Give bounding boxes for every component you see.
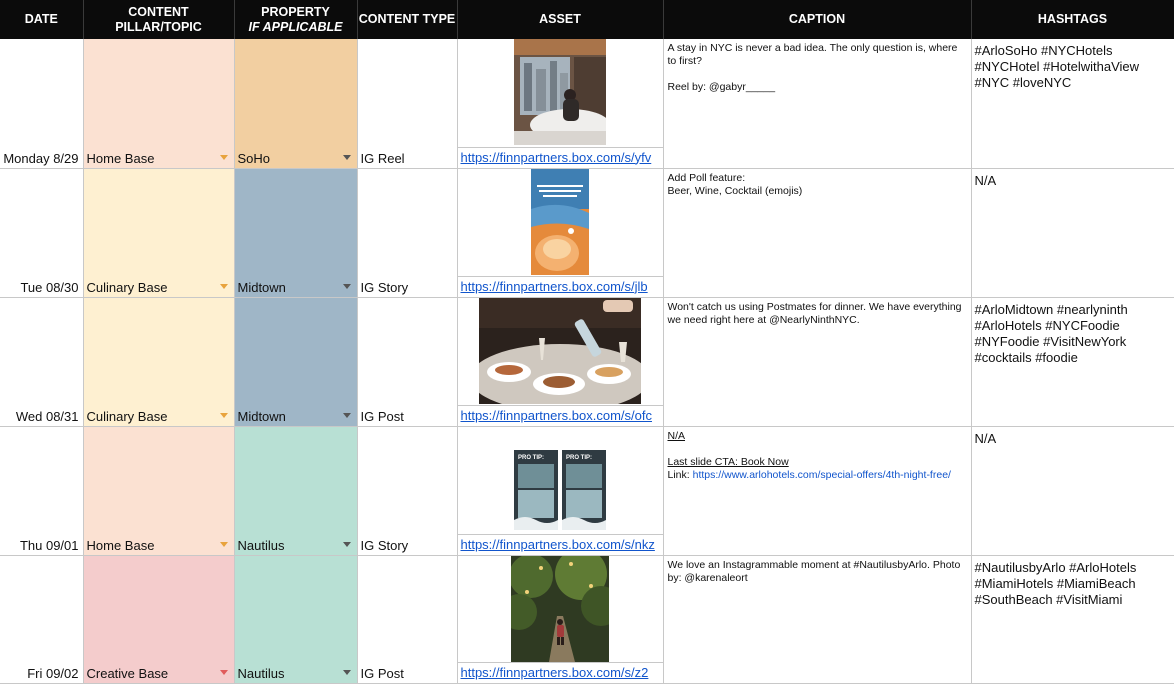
dropdown-arrow-icon[interactable] (343, 413, 351, 418)
hashtags-cell[interactable]: #ArloSoHo #NYCHotels #NYCHotel #HotelwithaView #NYC #loveNYC (971, 39, 1174, 168)
asset-cell[interactable] (457, 39, 663, 168)
asset-link[interactable]: https://finnpartners.box.com/s/yfv (458, 147, 663, 168)
hashtags-cell[interactable]: N/A (971, 168, 1174, 297)
asset-cell[interactable] (457, 426, 663, 555)
date-cell[interactable]: Fri 09/02 (0, 555, 83, 683)
dropdown-arrow-icon[interactable] (343, 155, 351, 160)
hashtags-cell[interactable]: N/A (971, 426, 1174, 555)
pillar-dropdown[interactable] (83, 168, 234, 297)
property-value: Midtown (237, 279, 286, 295)
header-property-line2: IF APPLICABLE (248, 19, 343, 34)
dropdown-arrow-icon[interactable] (220, 413, 228, 418)
asset-link[interactable]: https://finnpartners.box.com/s/ofc (458, 405, 663, 426)
date-cell[interactable]: Wed 08/31 (0, 297, 83, 426)
pro-tip-text-left: PRO TIP: (518, 454, 545, 461)
property-value: Midtown (237, 408, 286, 424)
property-dropdown[interactable] (234, 39, 357, 168)
property-dropdown[interactable] (234, 297, 357, 426)
asset-cell[interactable] (457, 555, 663, 683)
drink-poll-story-thumbnail[interactable] (531, 169, 589, 275)
header-hashtags[interactable]: HASHTAGS (971, 0, 1174, 39)
asset-cell[interactable] (457, 297, 663, 426)
hotel-room-reel-thumbnail[interactable] (514, 39, 606, 145)
header-date[interactable]: DATE (0, 0, 83, 39)
caption-text: Won't catch us using Postmates for dinner. We have everything we need right here at @NearlyNinthNYC. (667, 300, 962, 326)
property-dropdown[interactable] (234, 426, 357, 555)
caption-cell[interactable] (663, 555, 971, 683)
header-property-line1: PROPERTY (261, 4, 330, 19)
dropdown-arrow-icon[interactable] (220, 155, 228, 160)
dropdown-arrow-icon[interactable] (343, 542, 351, 547)
caption-cell[interactable] (663, 39, 971, 168)
content-type-cell[interactable]: IG Post (357, 555, 457, 683)
caption-cell[interactable] (663, 297, 971, 426)
dropdown-arrow-icon[interactable] (343, 670, 351, 675)
dinner-table-post-thumbnail[interactable] (479, 298, 641, 404)
garden-path-post-thumbnail[interactable] (511, 556, 609, 662)
header-content-type[interactable]: CONTENT TYPE (357, 0, 457, 39)
caption-cell[interactable] (663, 426, 971, 555)
table-row (0, 555, 1174, 683)
header-property[interactable] (234, 0, 357, 39)
date-cell[interactable]: Monday 8/29 (0, 39, 83, 168)
caption-link-label: Link: (667, 468, 693, 481)
header-pillar-line1: CONTENT (128, 4, 189, 19)
pillar-value: Culinary Base (86, 279, 168, 295)
pillar-value: Home Base (86, 150, 155, 166)
dropdown-arrow-icon[interactable] (220, 284, 228, 289)
header-pillar-line2: PILLAR/TOPIC (115, 19, 202, 34)
date-cell[interactable]: Thu 09/01 (0, 426, 83, 555)
dropdown-arrow-icon[interactable] (220, 670, 228, 675)
asset-link[interactable]: https://finnpartners.box.com/s/nkz (458, 534, 663, 555)
property-dropdown[interactable] (234, 168, 357, 297)
property-value: Nautilus (237, 665, 285, 681)
asset-cell[interactable] (457, 168, 663, 297)
caption-text: N/A (667, 429, 686, 442)
asset-link[interactable]: https://finnpartners.box.com/s/z2 (458, 662, 663, 683)
table-row (0, 168, 1174, 297)
pillar-dropdown[interactable] (83, 555, 234, 683)
property-value: SoHo (237, 150, 271, 166)
pillar-value: Home Base (86, 537, 155, 553)
hashtags-cell[interactable]: #NautilusbyArlo #ArloHotels #MiamiHotels #MiamiBeach #SouthBeach #VisitMiami (971, 555, 1174, 683)
pillar-dropdown[interactable] (83, 426, 234, 555)
date-cell[interactable]: Tue 08/30 (0, 168, 83, 297)
caption-detail: Beer, Wine, Cocktail (emojis) (667, 184, 803, 197)
caption-text: Add Poll feature: (667, 171, 746, 184)
caption-text: We love an Instagrammable moment at #NautilusbyArlo. Photo by: @karenaleort (667, 558, 961, 584)
content-type-cell[interactable]: IG Story (357, 426, 457, 555)
table-row (0, 426, 1174, 555)
caption-cta: Last slide CTA: Book Now (667, 455, 789, 468)
dropdown-arrow-icon[interactable] (343, 284, 351, 289)
table-row (0, 39, 1174, 168)
pillar-dropdown[interactable] (83, 39, 234, 168)
pillar-dropdown[interactable] (83, 297, 234, 426)
caption-text: A stay in NYC is never a bad idea. The only question is, where to first? (667, 42, 958, 67)
header-caption[interactable]: CAPTION (663, 0, 971, 39)
property-dropdown[interactable] (234, 555, 357, 683)
dropdown-arrow-icon[interactable] (220, 542, 228, 547)
hashtags-cell[interactable]: #ArloMidtown #nearlyninth #ArloHotels #NYCFoodie #NYFoodie #VisitNewYork #cocktails #foodie (971, 297, 1174, 426)
caption-cell[interactable] (663, 168, 971, 297)
caption-credit: Reel by: @gabyr_____ (667, 81, 776, 93)
pro-tip-story-thumbnail[interactable] (514, 437, 606, 543)
header-pillar[interactable] (83, 0, 234, 39)
content-type-cell[interactable]: IG Reel (357, 39, 457, 168)
pillar-value: Culinary Base (86, 408, 168, 424)
header-asset[interactable]: ASSET (457, 0, 663, 39)
header-row (0, 0, 1174, 39)
caption-offer-link[interactable]: https://www.arlohotels.com/special-offers/4th-night-free/ (692, 468, 951, 481)
pro-tip-text-right: PRO TIP: (566, 454, 593, 461)
asset-link[interactable]: https://finnpartners.box.com/s/jlb (458, 276, 663, 297)
content-type-cell[interactable]: IG Story (357, 168, 457, 297)
content-type-cell[interactable]: IG Post (357, 297, 457, 426)
property-value: Nautilus (237, 537, 285, 553)
pillar-value: Creative Base (86, 665, 169, 681)
table-row (0, 297, 1174, 426)
